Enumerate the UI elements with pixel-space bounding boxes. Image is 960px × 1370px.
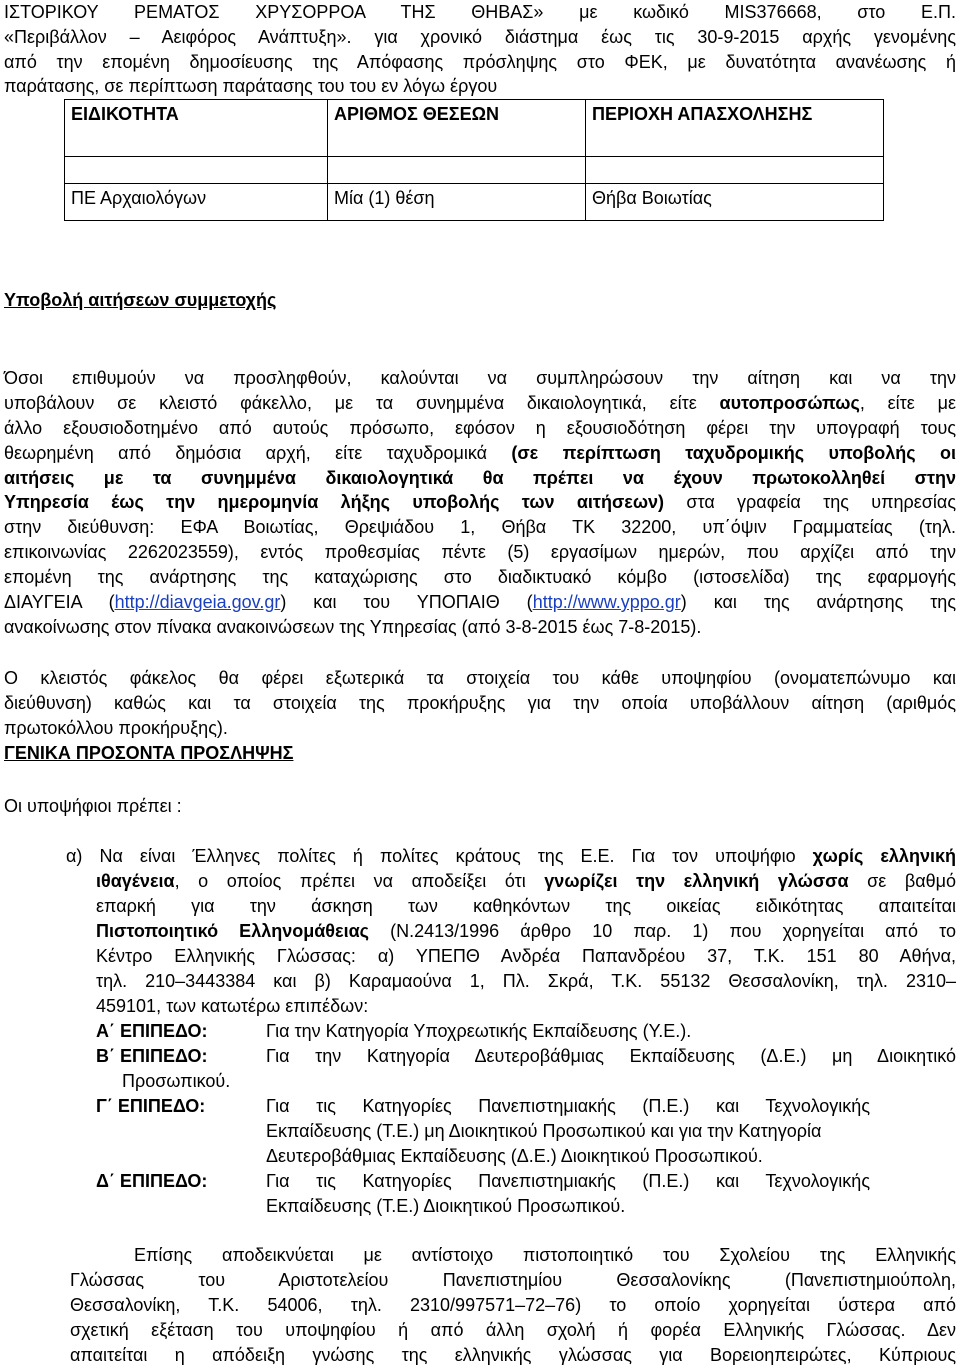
cell-positions: Μία (1) θέση: [328, 184, 586, 221]
app-line-2: υποβάλουν σε κλειστό φάκελλο, με τα συνημμένα δικαιολογητικά, είτε αυτοπροσώπως, είτε με: [4, 393, 956, 413]
general-heading: ΓΕΝΙΚΑ ΠΡΟΣΟΝΤΑ ΠΡΟΣΛΗΨΗΣ: [4, 743, 294, 763]
envelope-line-2: διεύθυνση) καθώς και τα στοιχεία της προκήρυξης για την οποία υποβάλλουν αίτηση (αριθμός: [4, 693, 956, 713]
positions-table: [64, 99, 884, 221]
item-a-line-6: τηλ. 210–3443384 και β) Καραμαούνα 1, Πλ. Σκρά, Τ.Κ. 55132 Θεσσαλονίκη, τηλ. 2310–: [96, 971, 956, 991]
item-a-line-4: Πιστοποιητικό Ελληνομάθειας (Ν.2413/1996 άρθρο 10 παρ. 1) που χορηγείται από το: [96, 921, 956, 941]
item-a-line-5: Κέντρο Ελληνικής Γλώσσας: α) ΥΠΕΠΘ Ανδρέα Παπανδρέου 37, Τ.Κ. 151 80 Αθήνα,: [96, 946, 956, 966]
item-a-line-7: 459101, των κατωτέρω επιπέδων:: [96, 996, 369, 1016]
cell-area: Θήβα Βοιωτίας: [586, 184, 884, 221]
intro-line-4: παράτασης, σε περίπτωση παράτασης του του εν λόγω έργου: [4, 76, 498, 96]
header-positions: ΑΡΙΘΜΟΣ ΘΕΣΕΩΝ: [328, 100, 586, 157]
level-a-label: Α΄ ΕΠΙΠΕΔΟ:: [96, 1021, 208, 1041]
yppo-link[interactable]: http://www.yppo.gr: [532, 592, 681, 612]
level-b-text-2: Προσωπικού.: [122, 1071, 231, 1091]
closing-line-5: απαιτείται η απόδειξη γνώσης της ελληνικής γλώσσας για Βορειοηπειρώτες, Κύπριους: [70, 1345, 956, 1365]
app-line-1: Όσοι επιθυμούν να προσληφθούν, καλούνται να συμπληρώσουν την αίτηση και να την: [4, 368, 956, 388]
level-d-text-1: Για τις Κατηγορίες Πανεπιστημιακής (Π.Ε.) και Τεχνολογικής: [266, 1171, 870, 1191]
app-line-9: επομένη της ανάρτησης της καταχώρισης στο διαδικτυακό κόμβο (ιστοσελίδα) της εφαρμογής: [4, 567, 956, 587]
table-spacer-row: [65, 157, 884, 184]
item-a-line-3: επαρκή για την άσκηση των καθηκόντων της οικείας ειδικότητας απαιτείται: [96, 896, 956, 916]
app-line-8: επικοινωνίας 2262023559), εντός προθεσμίας πέντε (5) εργασίμων ημερών, που αρχίζει από την: [4, 542, 956, 562]
app-line-5: αιτήσεις με τα συνημμένα δικαιολογητικά θα πρέπει να έχουν πρωτοκολληθεί στην: [4, 468, 956, 488]
app-line-6: Υπηρεσία έως την ημερομηνία λήξης υποβολής των αιτήσεων) στα γραφεία της υπηρεσίας: [4, 492, 956, 512]
intro-line-3: από την επομένη δημοσίευσης της Απόφασης πρόσληψης στο ΦΕΚ, με δυνατότητα ανανέωσης ή: [4, 52, 956, 72]
applications-heading: Υποβολή αιτήσεων συμμετοχής: [4, 290, 277, 310]
app-line-3: άλλο εξουσιοδοτημένο από αυτούς πρόσωπο, εφόσον η εξουσιοδότηση φέρει την υπογραφή τους: [4, 418, 956, 438]
level-c-text-1: Για τις Κατηγορίες Πανεπιστημιακής (Π.Ε.) και Τεχνολογικής: [266, 1096, 870, 1116]
cell-specialty: ΠΕ Αρχαιολόγων: [65, 184, 328, 221]
header-area: ΠΕΡΙΟΧΗ ΑΠΑΣΧΟΛΗΣΗΣ: [586, 100, 884, 157]
intro-line-2: «Περιβάλλον – Αειφόρος Ανάπτυξη». για χρονικό διάστημα έως τις 30-9-2015 αρχής γενομένης: [4, 27, 956, 47]
intro-line-1: ΙΣΤΟΡΙΚΟΥ ΡΕΜΑΤΟΣ ΧΡΥΣΟΡΡΟΑ ΤΗΣ ΘΗΒΑΣ» με κωδικό MIS376668, στο Ε.Π.: [4, 2, 956, 22]
app-line-10: ΔΙΑΥΓΕΙΑ (http://diavgeia.gov.gr) και του ΥΠΟΠΑΙΘ (http://www.yppo.gr) και της ανάρτησης της: [4, 592, 956, 612]
level-c-label: Γ΄ ΕΠΙΠΕΔΟ:: [96, 1096, 206, 1116]
app-line-11: ανακοίνωσης στον πίνακα ανακοινώσεων της Υπηρεσίας (από 3-8-2015 έως 7-8-2015).: [4, 617, 702, 637]
level-b-text-1: Για την Κατηγορία Δευτεροβάθμιας Εκπαίδευσης (Δ.Ε.) μη Διοικητικό: [266, 1046, 956, 1066]
closing-line-4: σχετική εξέταση του υποψηφίου ή από άλλη σχολή ή φορέα Ελληνικής Γλώσσας. Δεν: [70, 1320, 956, 1340]
general-must: Οι υποψήφιοι πρέπει :: [4, 796, 182, 816]
closing-line-1: Επίσης αποδεικνύεται με αντίστοιχο πιστοποιητικό του Σχολείου της Ελληνικής: [134, 1245, 956, 1265]
envelope-line-3: πρωτοκόλλου προκήρυξης).: [4, 718, 228, 738]
level-a-text-1: Για την Κατηγορία Υποχρεωτικής Εκπαίδευσης (Υ.Ε.).: [266, 1021, 692, 1041]
diavgeia-link[interactable]: http://diavgeia.gov.gr: [114, 592, 281, 612]
table-header-row: [65, 100, 884, 157]
closing-line-2: Γλώσσας του Αριστοτελείου Πανεπιστημίου Θεσσαλονίκης (Πανεπιστημιούπολη,: [70, 1270, 956, 1290]
app-line-7: στην διεύθυνση: ΕΦΑ Βοιωτίας, Θρεψιάδου 1, Θήβα ΤΚ 32200, υπ΄όψιν Γραμματείας (τηλ.: [4, 517, 956, 537]
item-a-line-2: ιθαγένεια, ο οποίος πρέπει να αποδείξει ότι γνωρίζει την ελληνική γλώσσα σε βαθμό: [96, 871, 956, 891]
envelope-line-1: Ο κλειστός φάκελος θα φέρει εξωτερικά τα στοιχεία του κάθε υποψηφίου (ονοματεπώνυμο και: [4, 668, 956, 688]
level-c-text-3: Δευτεροβάθμιας Εκπαίδευσης (Δ.Ε.) Διοικητικού Προσωπικού.: [266, 1146, 763, 1166]
app-line-4: θεωρημένη από δημόσια αρχή, είτε ταχυδρομικά (σε περίπτωση ταχυδρομικής υποβολής οι: [4, 443, 956, 463]
closing-line-3: Θεσσαλονίκη, Τ.Κ. 54006, τηλ. 2310/997571–72–76) το οποίο χορηγείται ύστερα από: [70, 1295, 956, 1315]
level-b-label: Β΄ ΕΠΙΠΕΔΟ:: [96, 1046, 208, 1066]
level-d-label: Δ΄ ΕΠΙΠΕΔΟ:: [96, 1171, 208, 1191]
item-a-line-1: α) Να είναι Έλληνες πολίτες ή πολίτες κράτους της Ε.Ε. Για τον υποψήφιο χωρίς ελληνική: [66, 846, 956, 866]
table-row: [65, 184, 884, 221]
header-specialty: ΕΙΔΙΚΟΤΗΤΑ: [65, 100, 328, 157]
level-d-text-2: Εκπαίδευσης (Τ.Ε.) Διοικητικού Προσωπικού.: [266, 1196, 626, 1216]
level-c-text-2: Εκπαίδευσης (Τ.Ε.) μη Διοικητικού Προσωπικού και για την Κατηγορία: [266, 1121, 822, 1141]
